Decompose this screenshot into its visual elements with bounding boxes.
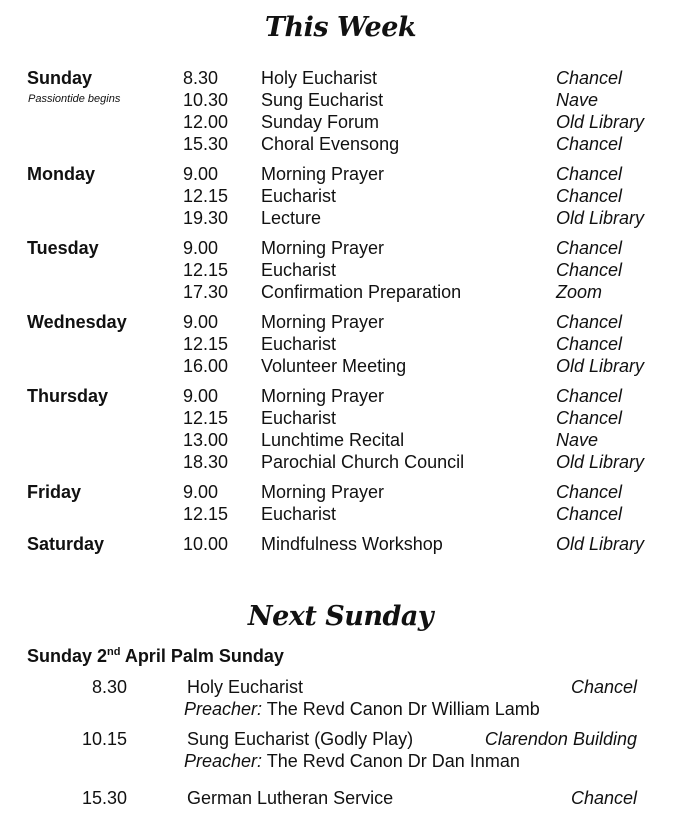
service-name: Morning Prayer xyxy=(261,312,385,332)
preacher-label: Preacher: xyxy=(184,699,263,719)
service-row xyxy=(0,386,681,408)
service-location: Chancel xyxy=(556,164,623,184)
preacher-label: Preacher: xyxy=(184,751,263,771)
service-location: Clarendon Building xyxy=(484,729,637,749)
service-row xyxy=(0,164,681,186)
service-name: Eucharist xyxy=(261,334,337,354)
service-location: Chancel xyxy=(556,186,623,206)
service-time: 10.15 xyxy=(81,729,127,749)
service-time: 15.30 xyxy=(81,788,127,808)
service-location: Chancel xyxy=(556,334,623,354)
service-time: 8.30 xyxy=(183,68,219,88)
service-time: 9.00 xyxy=(183,312,219,332)
service-time: 12.00 xyxy=(183,112,229,132)
service-name: Volunteer Meeting xyxy=(261,356,407,376)
day-block xyxy=(0,68,681,156)
day-block xyxy=(0,482,681,526)
service-name: Eucharist xyxy=(261,408,337,428)
service-time: 8.30 xyxy=(91,677,127,697)
day-note: Passiontide begins xyxy=(28,93,121,105)
service-time: 18.30 xyxy=(183,452,229,472)
date-rest: April Palm Sunday xyxy=(120,646,284,666)
service-name: Sunday Forum xyxy=(261,112,380,132)
day-block xyxy=(0,312,681,378)
service-row xyxy=(0,112,681,134)
service-location: Chancel xyxy=(556,312,623,332)
service-row xyxy=(0,186,681,208)
service-name: Eucharist xyxy=(261,504,337,524)
service-row xyxy=(0,90,681,112)
service-row xyxy=(0,452,681,474)
service-time: 10.30 xyxy=(183,90,229,110)
service-name: Morning Prayer xyxy=(261,386,385,406)
service-time: 12.15 xyxy=(183,334,229,354)
service-time: 16.00 xyxy=(183,356,229,376)
preacher-name: The Revd Canon Dr Dan Inman xyxy=(262,751,520,771)
service-time: 12.15 xyxy=(183,186,229,206)
service-time: 13.00 xyxy=(183,430,229,450)
service-name: Sung Eucharist (Godly Play) xyxy=(187,729,414,749)
service-name: Lecture xyxy=(261,208,322,228)
service-time: 9.00 xyxy=(183,164,219,184)
day-block xyxy=(0,164,681,230)
service-row xyxy=(0,356,681,378)
preacher-name: The Revd Canon Dr William Lamb xyxy=(262,699,540,719)
day-name: Sunday xyxy=(27,68,93,88)
service-row xyxy=(0,282,681,304)
service-row xyxy=(0,534,681,556)
service-row xyxy=(0,134,681,156)
service-row xyxy=(0,312,681,334)
service-location: Nave xyxy=(556,430,599,450)
service-location: Chancel xyxy=(556,134,623,154)
service-location: Chancel xyxy=(556,408,623,428)
date-ordinal: nd xyxy=(107,646,121,658)
service-row xyxy=(0,260,681,282)
day-block xyxy=(0,534,681,556)
service-location: Old Library xyxy=(556,208,645,228)
service-location: Old Library xyxy=(556,452,645,472)
day-name: Friday xyxy=(27,482,82,502)
service-name: German Lutheran Service xyxy=(187,788,394,808)
service-row xyxy=(0,430,681,452)
service-time: 17.30 xyxy=(183,282,229,302)
service-location: Chancel xyxy=(556,238,623,258)
service-name: Morning Prayer xyxy=(261,238,385,258)
service-name: Confirmation Preparation xyxy=(261,282,462,302)
service-name: Lunchtime Recital xyxy=(261,430,405,450)
service-name: Mindfulness Workshop xyxy=(261,534,443,554)
service-time: 12.15 xyxy=(183,260,229,280)
service-time: 9.00 xyxy=(183,386,219,406)
service-name: Holy Eucharist xyxy=(187,677,304,697)
day-name: Thursday xyxy=(27,386,109,406)
service-row xyxy=(0,482,681,504)
service-name: Eucharist xyxy=(261,260,337,280)
day-name: Saturday xyxy=(27,534,105,554)
day-name: Wednesday xyxy=(27,312,127,332)
day-name: Monday xyxy=(27,164,96,184)
service-location: Zoom xyxy=(556,282,603,302)
service-name: Morning Prayer xyxy=(261,164,385,184)
service-time: 9.00 xyxy=(183,238,219,258)
next-sunday-heading: Next Sunday xyxy=(247,601,434,632)
service-row xyxy=(0,408,681,430)
date-prefix: Sunday 2 xyxy=(27,646,108,666)
service-location: Old Library xyxy=(556,534,645,554)
preacher-line xyxy=(184,699,540,720)
service-time: 12.15 xyxy=(183,504,229,524)
day-name: Tuesday xyxy=(27,238,99,258)
service-location: Chancel xyxy=(556,504,623,524)
service-time: 9.00 xyxy=(183,482,219,502)
service-name: Morning Prayer xyxy=(261,482,385,502)
service-name: Sung Eucharist xyxy=(261,90,384,110)
service-location: Old Library xyxy=(556,356,645,376)
this-week-heading: This Week xyxy=(264,12,417,43)
service-location: Chancel xyxy=(556,68,623,88)
service-name: Parochial Church Council xyxy=(261,452,465,472)
service-location: Chancel xyxy=(556,482,623,502)
service-time: 15.30 xyxy=(183,134,229,154)
service-location: Chancel xyxy=(570,677,637,697)
service-location: Nave xyxy=(556,90,599,110)
service-row xyxy=(0,68,681,90)
service-row xyxy=(0,238,681,260)
day-block xyxy=(0,238,681,304)
next-sunday-date xyxy=(27,646,284,667)
service-location: Chancel xyxy=(570,788,637,808)
preacher-line xyxy=(184,751,520,772)
service-name: Choral Evensong xyxy=(261,134,400,154)
service-row xyxy=(0,208,681,230)
service-row xyxy=(0,334,681,356)
service-name: Holy Eucharist xyxy=(261,68,378,88)
service-location: Old Library xyxy=(556,112,645,132)
service-location: Chancel xyxy=(556,386,623,406)
service-time: 19.30 xyxy=(183,208,229,228)
service-location: Chancel xyxy=(556,260,623,280)
service-time: 10.00 xyxy=(183,534,229,554)
day-block xyxy=(0,386,681,474)
service-name: Eucharist xyxy=(261,186,337,206)
service-row xyxy=(0,504,681,526)
service-time: 12.15 xyxy=(183,408,229,428)
